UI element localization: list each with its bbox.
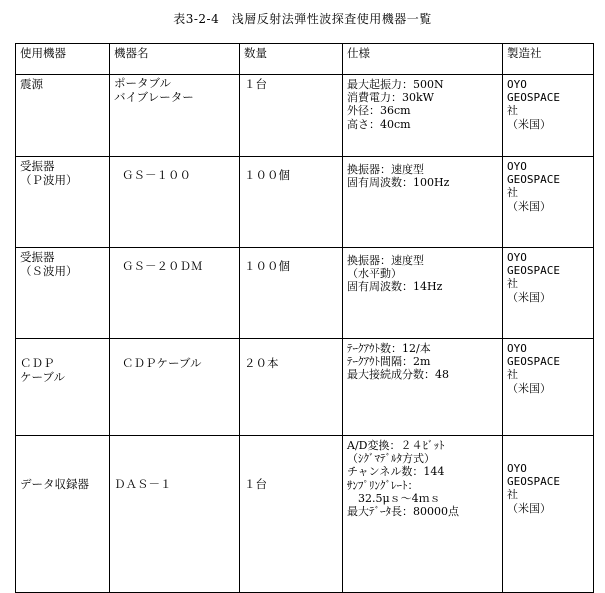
cell-device: 受振器 （Ｓ波用）: [16, 248, 110, 339]
cell-name: ＧＳ－２０ＤＭ: [110, 248, 240, 339]
cell-name: ＣＤＰケーブル: [110, 339, 240, 436]
cell-maker: OYO GEOSPACE 社 （米国）: [503, 157, 594, 248]
cell-device: 受振器 （Ｐ波用）: [16, 157, 110, 248]
cell-qty: ２０本: [240, 339, 343, 436]
cell-spec: 最大起振力：500N 消費電力：30kW 外径：36cm 高さ：40cm: [343, 75, 503, 157]
cell-spec: 換振器：速度型 （水平動） 固有周波数：14Hz: [343, 248, 503, 339]
cell-maker: OYO GEOSPACE 社 （米国）: [503, 339, 594, 436]
table-row: [16, 436, 594, 593]
cell-spec: A/D変換：２４ﾋﾞｯﾄ （ｼｸﾞﾏﾃﾞﾙﾀ方式） チャンネル数：144 ｻﾝﾌﾟﾘﾝｸﾞﾚｰﾄ： 32.5μｓ～4ｍｓ 最大ﾃﾞｰﾀ長：80000点: [343, 436, 503, 593]
table-caption: 表3-2-4 浅層反射法弾性波探査使用機器一覧: [173, 12, 432, 26]
header-maker: 製造社: [503, 44, 594, 75]
cell-maker: OYO GEOSPACE 社 （米国）: [503, 248, 594, 339]
cell-qty: １００個: [240, 157, 343, 248]
cell-qty: １台: [240, 75, 343, 157]
cell-qty: １００個: [240, 248, 343, 339]
header-qty: 数量: [240, 44, 343, 75]
header-spec: 仕様: [343, 44, 503, 75]
cell-maker: OYO GEOSPACE 社 （米国）: [503, 75, 594, 157]
cell-name: ＧＳ－１００: [110, 157, 240, 248]
table-row: [16, 339, 594, 436]
header-name: 機器名: [110, 44, 240, 75]
table-header-row: [16, 44, 594, 75]
cell-device: ＣＤＰ ケーブル: [16, 339, 110, 436]
table-row: [16, 248, 594, 339]
cell-qty: １台: [240, 436, 343, 593]
cell-name: ＤＡＳ－１: [110, 436, 240, 593]
equipment-table: [15, 43, 594, 593]
cell-device: 震源: [16, 75, 110, 157]
header-device: 使用機器: [16, 44, 110, 75]
cell-name: ポータブル バイブレーター: [110, 75, 240, 157]
cell-spec: ﾃｰｸｱｳﾄ数：12/本 ﾃｰｸｱｳﾄ間隔：2m 最大接続成分数：48: [343, 339, 503, 436]
table-row: [16, 157, 594, 248]
cell-spec: 換振器：速度型 固有周波数：100Hz: [343, 157, 503, 248]
cell-maker: OYO GEOSPACE 社 （米国）: [503, 436, 594, 593]
cell-device: データ収録器: [16, 436, 110, 593]
table-row: [16, 75, 594, 157]
